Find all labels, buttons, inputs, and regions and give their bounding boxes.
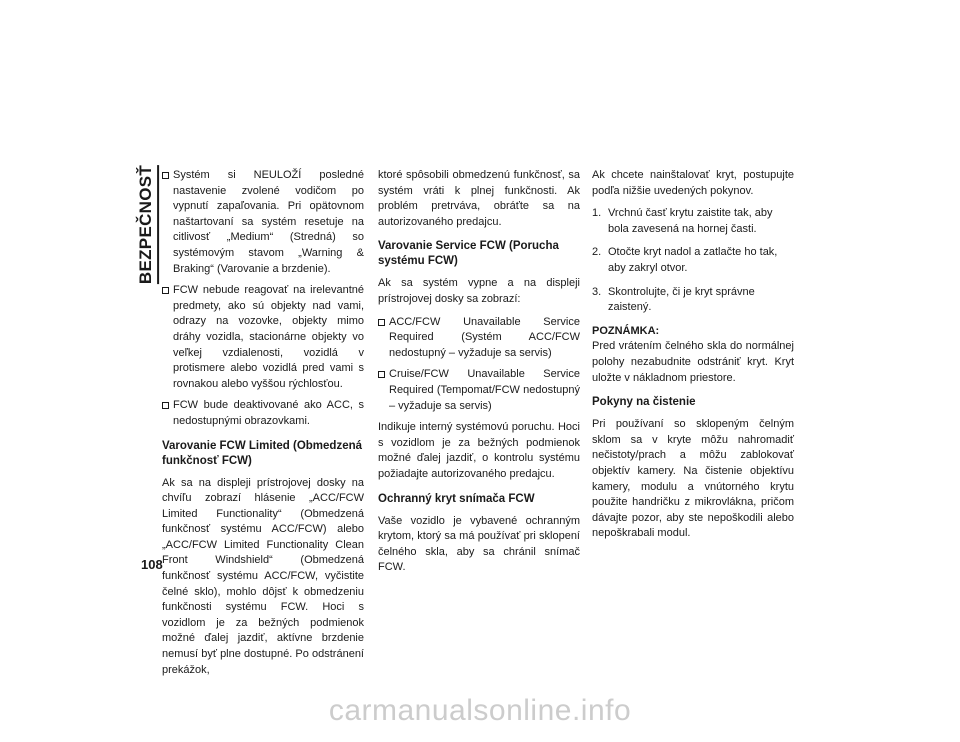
numbered-step	[592, 206, 794, 237]
step-number: 1.	[592, 207, 602, 220]
numbered-step	[592, 285, 794, 316]
note-title: POZNÁMKA:	[592, 324, 660, 337]
square-bullet-icon	[162, 402, 169, 409]
paragraph: Pri používaní so sklopeným čelným sklom sa v kryte môžu nahromadiť nečistoty/prach a môžu zablokovať objektív kamery. Na čistenie objektívu kamery, modulu a vnútorného krytu použite handričku z mikrovlákna, pričom dávajte pozor, aby ste nepoškodili alebo nepoškrabali modul.	[592, 418, 794, 540]
list-item-text: Cruise/FCW Unavailable Service Required (Tempomat/FCW nedostupný – vyžaduje sa servis)	[389, 368, 580, 412]
note-text: Pred vrátením čelného skla do normálnej polohy nezabudnite odstrániť kryt. Kryt uložte v nákladnom priestore.	[592, 340, 794, 384]
paragraph: Ak sa systém vypne a na displeji prístrojovej dosky sa zobrazí:	[378, 277, 580, 305]
list-item	[162, 168, 364, 277]
section-heading: Varovanie Service FCW (Porucha systému FCW)	[378, 240, 559, 268]
page-number: 108	[141, 557, 163, 572]
paragraph: Indikuje interný systémovú poruchu. Hoci s vozidlom je za bežných podmienok možné ďalej jazdiť, o kontrolu systému požiadajte autorizovaného predajcu.	[378, 421, 580, 480]
step-text: Vrchnú časť krytu zaistite tak, aby bola zavesená na hornej časti.	[608, 207, 773, 235]
step-number: 3.	[592, 285, 602, 298]
step-number: 2.	[592, 246, 602, 259]
square-bullet-icon	[378, 371, 385, 378]
numbered-step	[592, 245, 794, 276]
list-item-text: FCW bude deaktivované ako ACC, s nedostupnými obrazovkami.	[173, 399, 364, 427]
column-1	[162, 168, 364, 685]
step-text: Skontrolujte, či je kryt správne zaistený.	[608, 285, 755, 314]
section-tab-label: BEZPEČNOSŤ	[137, 164, 160, 283]
watermark: carmanualsonline.info	[328, 694, 632, 727]
column-2	[378, 168, 580, 583]
list-item	[378, 367, 580, 414]
list-item	[162, 283, 364, 392]
paragraph: ktoré spôsobili obmedzenú funkčnosť, sa systém vráti k plnej funkčnosti. Ak problém pretrváva, obráťte sa na autorizovaného predajcu.	[378, 169, 580, 228]
square-bullet-icon	[162, 287, 169, 294]
paragraph: Vaše vozidlo je vybavené ochranným krytom, ktorý sa má používať pri sklopení čelného skla, aby sa chránil snímač FCW.	[378, 514, 580, 574]
paragraph: Ak sa na displeji prístrojovej dosky na chvíľu zobrazí hlásenie „ACC/FCW Limited Functionality“ (Obmedzená funkčnosť systému ACC/FCW) alebo „ACC/FCW Limited Functionality Clean Front Windshield“ (Obmedzená funkčnosť systému ACC/FCW, vyčistite čelné sklo), mohlo dôjsť k obmedzeniu funkčnosti systému FCW. Hoci s vozidlom je za bežných podmienok možné ďalej jazdiť, aktívne brzdenie nemusí byť plne dostupné. Po odstránení prekážok,	[162, 476, 364, 676]
section-heading: Varovanie FCW Limited (Obmedzená funkčnosť FCW)	[162, 439, 363, 467]
section-heading: Ochranný kryt snímača FCW	[378, 492, 535, 505]
square-bullet-icon	[378, 319, 385, 326]
list-item-text: FCW nebude reagovať na irelevantné predmety, ako sú objekty nad vami, odrazy na vozovke, objekty mimo dráhy vozidla, stacionárne objekty vo veľkej vzdialenosti, vozidlá v protismere alebo vozidlá pred vami s rovnakou alebo vyššou rýchlosťou.	[173, 284, 364, 390]
step-text: Otočte kryt nadol a zatlačte ho tak, aby zakryl otvor.	[608, 246, 778, 274]
list-item	[162, 398, 364, 429]
list-item-text: Systém si NEULOŽÍ posledné nastavenie zvolené vodičom po vypnutí zapaľovania. Pri opätovnom naštartovaní sa systém resetuje na citlivosť „Medium“ (Stredná) so systémovým stavom „Warning & Braking“ (Varovanie a brzdenie).	[173, 169, 364, 275]
section-tab	[136, 164, 160, 284]
square-bullet-icon	[162, 172, 169, 179]
list-item	[378, 315, 580, 362]
section-heading: Pokyny na čistenie	[592, 396, 696, 409]
paragraph: Ak chcete nainštalovať kryt, postupujte podľa nižšie uvedených pokynov.	[592, 169, 794, 197]
column-3	[592, 168, 794, 549]
list-item-text: ACC/FCW Unavailable Service Required (Systém ACC/FCW nedostupný – vyžaduje sa servis)	[389, 315, 580, 359]
